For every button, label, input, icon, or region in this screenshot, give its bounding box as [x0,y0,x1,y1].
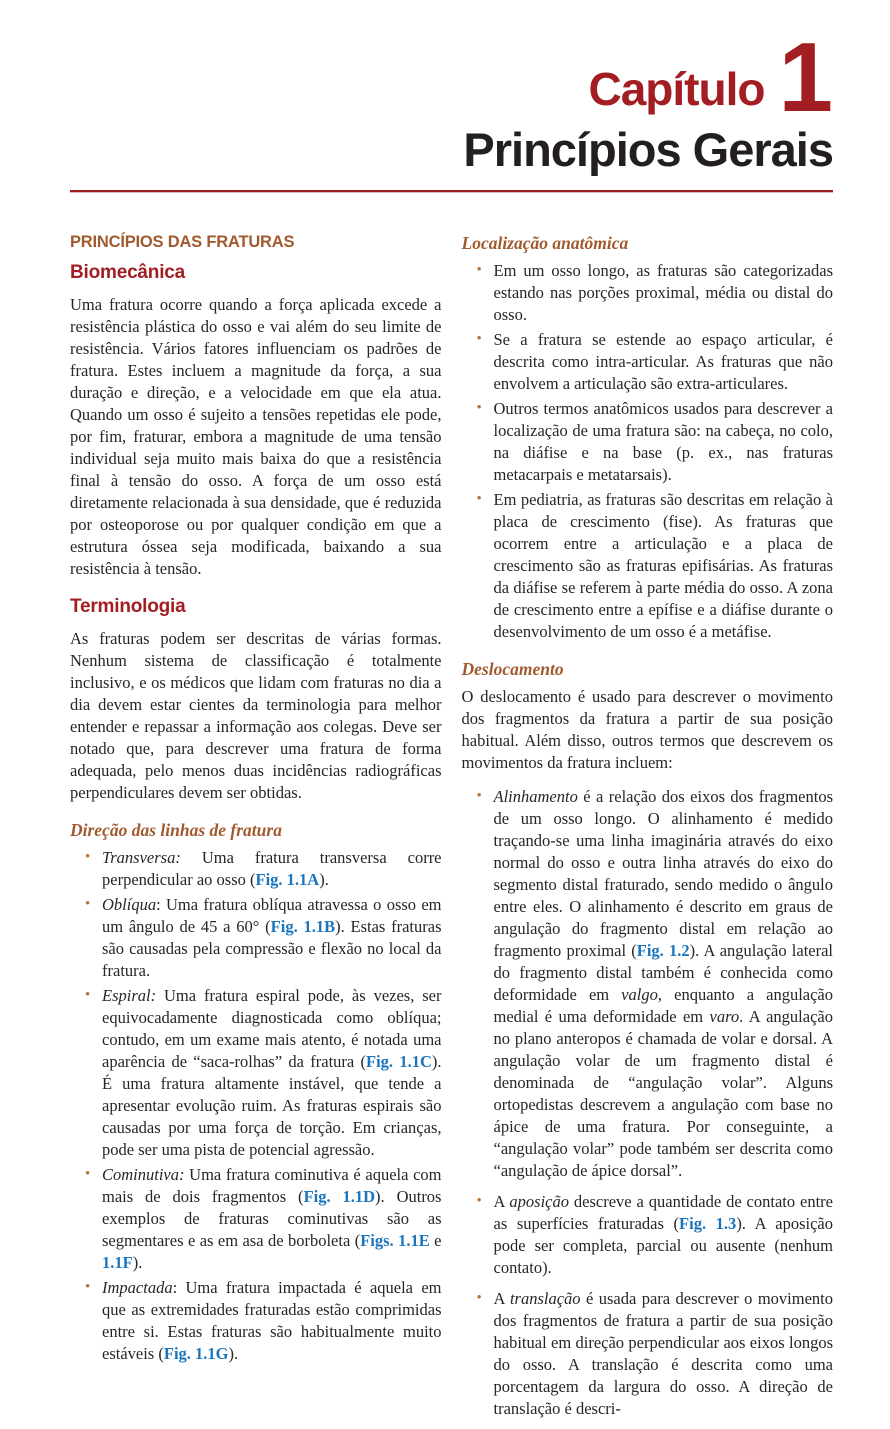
text-segment: e [429,1230,442,1250]
paragraph-biomecanica: Uma fratura ocorre quando a força aplicada excede a resistência plástica do osso e vai além do seu limite de resistência. Vários fatores influenciam os padrões de fratura. Estes incluem a magnitude da força, a sua duração e direção, e a velocidade em que ela atua. Quando um osso é sujeito a tensões repetidas ele pode, por fim, fraturar, embora a magnitude de uma tensão individual seja muito mais baixa do que a resistência final à tensão do osso. A força de um osso está diretamente relacionada à sua densidade, que é reduzida por osteoporose ou por qualquer condição em que a estrutura óssea seja modificada, baixando a sua resistência à tensão. [70,294,442,578]
text-segment: Cominutiva: [102,1164,190,1184]
text-segment: Alinhamento [493,786,578,806]
text-segment: valgo [621,984,658,1004]
chapter-header [0,0,890,193]
list-item-impactada [70,1277,442,1365]
list-item-aposicao [462,1191,834,1279]
chapter-line [70,22,833,132]
list-item: • Em um osso longo, as fraturas são categorizadas estando nas porções proximal, média ou distal do osso. [462,260,834,326]
right-column [462,233,834,1429]
text-segment: : Uma fratura impactada é aquela em que as extremidades fraturadas estão comprimidas entre si. Estas fraturas são habitualmente muito estáveis ( [102,1277,442,1363]
list-item: • Em pediatria, as fraturas são descritas em relação à placa de crescimento (fise). As fraturas que ocorrem entre a articulação e a placa de crescimento são as fraturas epifisárias. As fraturas da diáfise se referem à parte média do osso. A zona de crescimento entre a epífise e a diáfise durante o desenvolvimento de um osso é a metáfise. [462,489,834,643]
list-item-translacao [462,1288,834,1420]
paragraph-deslocamento-intro: O deslocamento é usado para descrever o movimento dos fragmentos da fratura a partir de sua posição habitual. Além disso, outros termos que descrevem os movimentos da fratura incluem: [461,686,833,772]
text-segment: A [493,1288,510,1308]
text-segment: é a relação dos eixos dos fragmentos de um osso longo. O alinhamento é medido traçando-se uma linha imaginária através do eixo normal do osso e outra linha através do eixo do segmento distal fraturado, sendo medido o ângulo entre eles. O alinhamento é descrito em graus de angulação do fragmento distal em relação ao fragmento proximal ( [493,786,833,960]
section-heading-principios-das-fraturas: PRINCÍPIOS DAS FRATURAS [70,232,295,251]
text-segment: translação [509,1288,581,1308]
figure-reference-link[interactable]: Fig. 1.1A [255,869,320,889]
figure-reference-link[interactable]: Fig. 1.1B [270,916,336,936]
left-column [70,233,442,1429]
figure-reference-link[interactable]: Fig. 1.1G [163,1343,229,1363]
list-item-espiral [70,985,442,1161]
text-segment: , enquanto a angulação medial é uma deformidade em [493,984,833,1026]
text-segment: Uma fratura espiral pode, às vezes, ser equivocadamente diagnosticada como oblíqua; contudo, em um exame mais atento, é notada uma aparência de “saca-rolhas” da fratura ( [102,985,442,1071]
figure-reference-link[interactable]: Fig. 1.2 [636,940,690,960]
text-segment: ). A aposição pode ser completa, parcial ou ausente (nenhum contato). [493,1213,833,1277]
text-segment: : Uma fratura oblíqua atravessa o osso em um ângulo de 45 a 60° ( [102,894,442,936]
heading-direcao-das-linhas-de-fratura: Direção das linhas de fratura [70,819,282,840]
heading-biomecanica: Biomecânica [70,261,186,283]
text-segment: Impactada [102,1277,173,1297]
text-segment: é usada para descrever o movimento dos fragmentos de fratura a partir de sua posição habitual em direção perpendicular aos eixos longos do osso. A translação é descrita como uma porcentagem da largura do osso. A direção de translação é descri- [493,1288,833,1418]
figure-reference-link[interactable]: Fig. 1.1D [303,1186,376,1206]
heading-deslocamento: Deslocamento [461,658,564,679]
list-item-obliqua [70,894,442,982]
text-segment: A [493,1191,510,1211]
list-item-cominutiva [70,1164,442,1274]
text-segment: Uma fratura transversa corre perpendicular ao osso ( [102,847,442,889]
chapter-number: 1 [778,22,833,132]
text-segment: Transversa: [102,847,202,867]
text-segment: ). [132,1252,143,1272]
text-segment: ). [228,1343,239,1363]
figure-reference-link[interactable]: Figs. 1.1E [360,1230,430,1250]
list-item: • Se a fratura se estende ao espaço articular, é descrita como intra-articular. As fraturas que não envolvem a articulação são extra-articulares. [462,329,834,395]
text-segment: . A angulação no plano anteropos é chamada de volar e dorsal. A angulação volar de um fragmento distal é denominada de “angulação volar”. Alguns ortopedistas descrevem a angulação com base no ápice de uma fratura. Por conseguinte, a “angulação volar” pode também ser descrita como “angulação de ápice dorsal”. [493,1006,833,1180]
chapter-label: Capítulo [588,63,765,115]
text-segment: descreve a quantidade de contato entre as superfícies fraturadas ( [493,1191,833,1233]
page-body [0,193,890,1429]
paragraph-terminologia: As fraturas podem ser descritas de várias formas. Nenhum sistema de classificação é totalmente inclusivo, e os médicos que lidam com fraturas no dia a dia devem estar cientes da terminologia para melhor entender e repassar a informação aos colegas. Deve ser notado que, para descrever uma fratura de forma adequada, pelo menos duas incidências radiográficas perpendiculares devem ser obtidas. [70,628,442,802]
figure-reference-link[interactable]: Fig. 1.1C [366,1051,432,1071]
fracture-direction-list [70,847,442,1365]
text-segment: ). Outros exemplos de fraturas cominutivas são as segmentares e as em asa de borboleta ( [102,1186,442,1250]
text-segment: varo [709,1006,740,1026]
text-segment: Oblíqua [102,894,157,914]
text-segment: aposição [509,1191,570,1211]
list-item: • Outros termos anatômicos usados para descrever a localização de uma fratura são: na cabeça, no colo, na diáfise e na base (p. ex., nas fraturas metacarpais e metatarsais). [462,398,834,486]
anatomic-location-list [462,260,834,643]
heading-localizacao-anatomica: Localização anatômica [461,232,629,253]
text-segment: ). Estas fraturas são causadas pela compressão e flexão no local da fratura. [102,916,442,980]
displacement-list [462,786,834,1420]
text-segment: Espiral: [102,985,165,1005]
text-segment: ). A angulação lateral do fragmento distal também é conhecida como deformidade em [493,940,834,1004]
text-segment: Uma fratura cominutiva é aquela com mais de dois fragmentos ( [102,1164,442,1206]
figure-reference-link[interactable]: 1.1F [102,1252,133,1272]
chapter-title: Princípios Gerais [463,123,833,176]
heading-terminologia: Terminologia [70,595,186,617]
text-segment: ). É uma fratura altamente instável, que tende a apresentar evolução ruim. As fraturas espirais são causadas por uma força de torção. Em crianças, pode ser uma pista de potencial agressão. [102,1051,442,1159]
text-segment: ). [319,869,329,889]
list-item-alinhamento [462,786,834,1182]
figure-reference-link[interactable]: Fig. 1.3 [679,1213,737,1233]
list-item-transversa [70,847,442,891]
